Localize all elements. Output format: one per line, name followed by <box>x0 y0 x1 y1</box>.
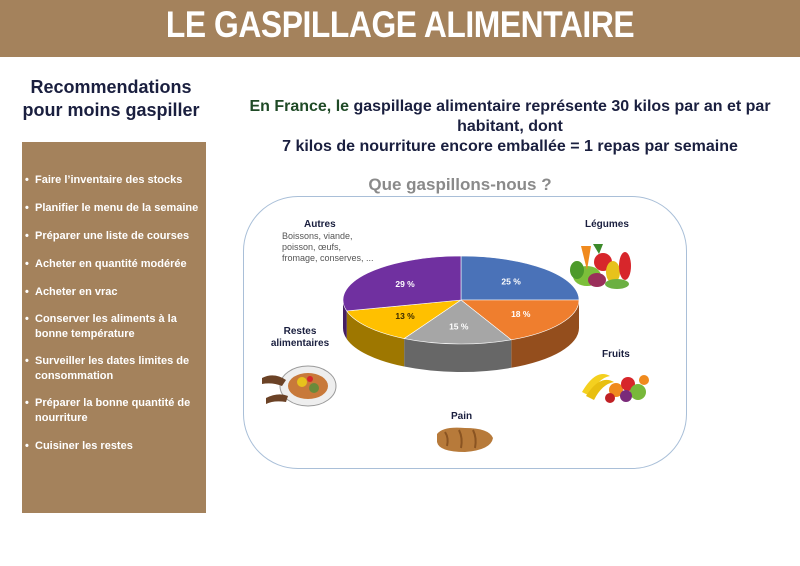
label-pain: Pain <box>451 411 473 422</box>
pie-chart <box>330 250 592 400</box>
headline-part2: gaspillage alimentaire représente 30 kilos par an et par habitant, dont <box>349 98 771 135</box>
headline-part1: En France, le <box>249 98 350 115</box>
list-item: • Cuisiner les restes <box>25 440 133 452</box>
recommendations-title <box>8 76 214 122</box>
label-autres-detail: Boissons, viande, poisson, œufs, fromage, conserves, ... <box>282 231 374 263</box>
recommendations-panel <box>22 142 206 513</box>
fruits-icon <box>580 366 652 406</box>
list-item: • Conserver les aliments à la bonne température <box>25 313 177 340</box>
recommendations-title-line2: pour moins gaspiller <box>22 100 200 120</box>
headline-line2: 7 kilos de nourriture encore emballée = 1 repas par semaine <box>282 138 738 155</box>
pie-label-3: 13 % <box>395 311 415 322</box>
list-item: • Préparer la bonne quantité de nourriture <box>25 397 191 424</box>
chart-title: Que gaspillons-nous ? <box>368 175 552 194</box>
list-item: • Acheter en quantité modérée <box>25 258 187 270</box>
pie-label-0: 25 % <box>501 276 521 287</box>
label-restes: Restes alimentaires <box>270 326 330 349</box>
label-fruits: Fruits <box>602 349 630 360</box>
label-autres: Autres <box>304 219 336 230</box>
headline <box>235 97 785 157</box>
list-item: • Surveiller les dates limites de consommation <box>25 355 190 382</box>
list-item: • Acheter en vrac <box>25 286 118 298</box>
page-title: LE GASPILLAGE ALIMENTAIRE <box>165 4 635 45</box>
pie-label-2: 15 % <box>449 321 469 332</box>
list-item: • Planifier le menu de la semaine <box>25 202 199 214</box>
label-legumes: Légumes <box>585 219 629 230</box>
list-item: • Préparer une liste de courses <box>25 230 190 242</box>
leftovers-plate-icon <box>262 362 338 410</box>
header-banner <box>0 0 800 57</box>
pie-label-1: 18 % <box>511 309 531 320</box>
vegetables-icon <box>567 240 635 290</box>
list-item: • Faire l’inventaire des stocks <box>25 174 183 186</box>
pie-label-4: 29 % <box>395 278 415 289</box>
bread-icon <box>435 424 495 454</box>
recommendations-title-line1: Recommendations <box>30 77 192 97</box>
